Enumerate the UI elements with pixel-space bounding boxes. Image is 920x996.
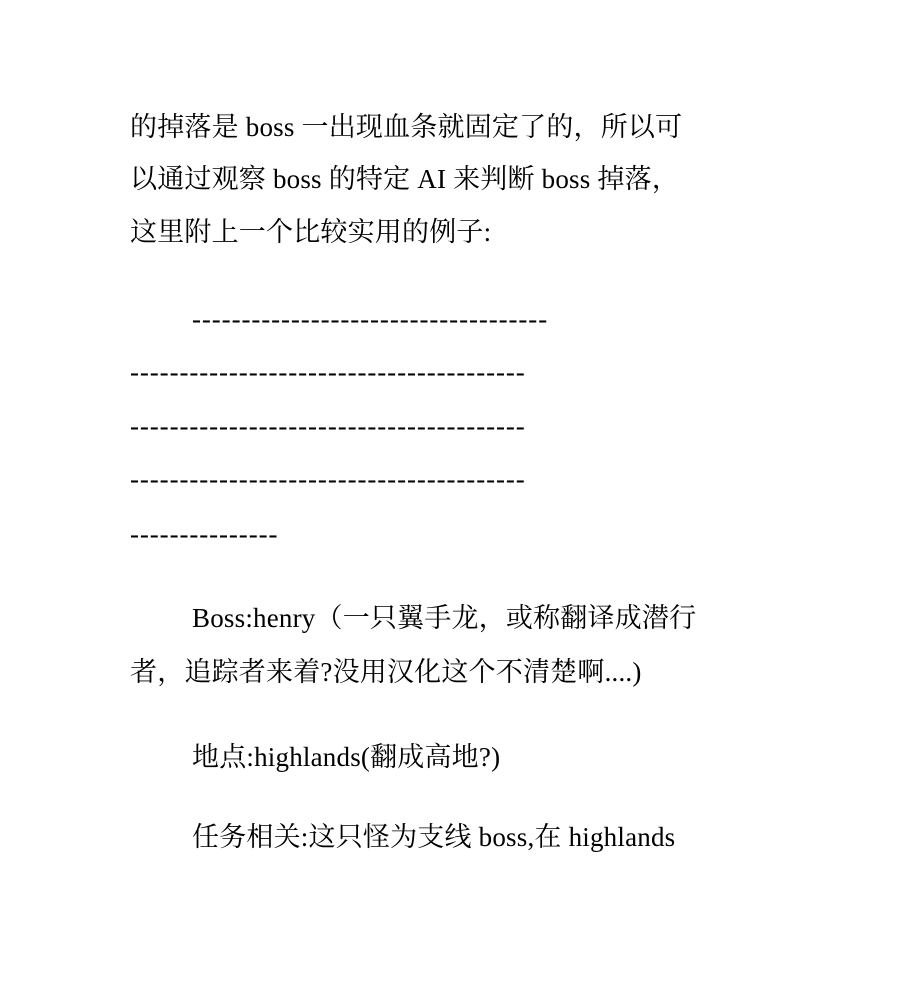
separator-line-1: ------------------------------------ [192,304,549,334]
location-line: 地点:highlands(翻成高地?) [192,742,501,772]
paragraph-line-2: 以通过观察 boss 的特定 AI 来判断 boss 掉落， [130,164,680,194]
separator-line-3: ---------------------------------------- [130,411,526,441]
separator-line-2: ---------------------------------------- [130,357,526,387]
paragraph-line-1: 的掉落是 boss 一出现血条就固定了的，所以可 [130,112,683,142]
separator-line-5: --------------- [130,519,279,549]
paragraph-line-3: 这里附上一个比较实用的例子: [130,217,492,247]
boss-line-2: 者，追踪者来着?没用汉化这个不清楚啊....) [130,657,642,687]
boss-line-1: Boss:henry（一只翼手龙，或称翻译成潜行 [192,603,697,633]
separator-line-4: ---------------------------------------- [130,464,526,494]
quest-line: 任务相关:这只怪为支线 boss,在 highlands [192,822,676,852]
